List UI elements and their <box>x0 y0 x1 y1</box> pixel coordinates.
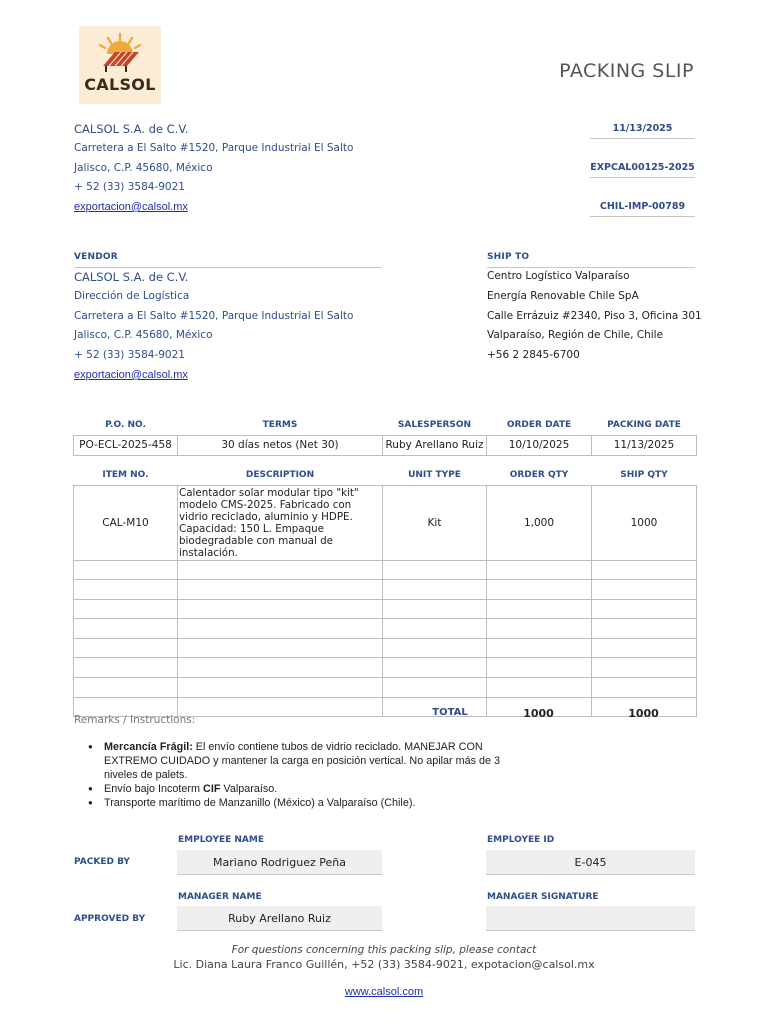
order-qty-header: ORDER QTY <box>509 469 569 480</box>
packing-date-header: PACKING DATE <box>607 419 681 430</box>
empty-row <box>74 638 697 658</box>
company-logo <box>79 26 161 104</box>
vendor-department: Dirección de Logística <box>74 290 190 302</box>
table-row <box>74 485 697 560</box>
item-no-cell: CAL-M10 <box>74 485 178 560</box>
order-date-header: ORDER DATE <box>506 419 572 430</box>
slip-number: EXPCAL00125-2025 <box>590 162 695 178</box>
ship-to-divider <box>487 267 695 268</box>
ship-to-line5: +56 2 2845-6700 <box>487 349 580 361</box>
footer-contact: Lic. Diana Laura Franco Guillén, +52 (33) 3584-9021, expotacion@calsol.mx <box>173 958 595 971</box>
terms-cell: 30 días netos (Net 30) <box>178 435 383 455</box>
remarks-list <box>88 740 508 810</box>
unit-type-cell: Kit <box>383 485 487 560</box>
ship-to-line2: Energía Renovable Chile SpA <box>487 290 639 302</box>
remark-fragile-text: El envío contiene tubos de vidrio reciclado. MANEJAR CON EXTREMO CUIDADO y mantener la carga en posición vertical. No apilar más de 3 niveles de palets. <box>104 741 501 781</box>
vendor-email-link[interactable]: exportacion@calsol.mx <box>74 369 188 381</box>
remarks-label: Remarks / Instructions: <box>74 714 196 726</box>
po-number-cell: PO-ECL-2025-458 <box>74 435 178 455</box>
employee-name-label: EMPLOYEE NAME <box>178 835 264 845</box>
remark-transport: ● Transporte marítimo de Manzanillo (México) a Valparaíso (Chile). <box>88 796 508 810</box>
ship-to-label: SHIP TO <box>487 252 530 262</box>
vendor-divider <box>74 267 382 268</box>
company-address-line1: Carretera a El Salto #1520, Parque Industrial El Salto <box>74 142 354 154</box>
packed-by-label: PACKED BY <box>74 857 130 867</box>
description-header: DESCRIPTION <box>245 469 315 480</box>
order-info-header-row <box>74 415 697 435</box>
ship-qty-cell: 1000 <box>592 485 697 560</box>
ship-qty-header: SHIP QTY <box>620 469 668 480</box>
manager-signature-field <box>486 906 695 931</box>
footer-note: For questions concerning this packing slip, please contact <box>231 944 537 956</box>
vendor-label: VENDOR <box>74 252 118 262</box>
total-ship-qty: 1000 <box>628 707 659 720</box>
remark-incoterm-prefix: Envío bajo Incoterm <box>104 783 204 795</box>
items-header-row <box>74 465 697 485</box>
manager-name-label: MANAGER NAME <box>178 892 262 902</box>
unit-type-header: UNIT TYPE <box>408 469 461 480</box>
slip-date: 11/13/2025 <box>590 123 695 139</box>
employee-id-label: EMPLOYEE ID <box>487 835 555 845</box>
empty-row <box>74 658 697 678</box>
order-qty-cell: 1,000 <box>487 485 592 560</box>
order-info-row <box>74 435 697 455</box>
remark-incoterm-code: CIF <box>203 783 221 795</box>
remark-incoterm-suffix: Valparaíso. <box>220 783 278 795</box>
empty-row <box>74 599 697 619</box>
empty-row <box>74 580 697 600</box>
vendor-name: CALSOL S.A. de C.V. <box>74 270 189 284</box>
company-address-line2: Jalisco, C.P. 45680, México <box>74 162 213 174</box>
order-info-table <box>73 415 697 456</box>
ship-to-line1: Centro Logístico Valparaíso <box>487 270 630 282</box>
terms-header: TERMS <box>262 419 298 430</box>
vendor-address-line1: Carretera a El Salto #1520, Parque Industrial El Salto <box>74 310 354 322</box>
empty-row <box>74 560 697 580</box>
remark-fragile-title: Mercancía Frágil: <box>104 741 193 753</box>
website-link[interactable]: www.calsol.com <box>344 986 424 998</box>
remark-incoterm <box>88 782 508 796</box>
logo-text: CALSOL <box>84 75 156 94</box>
ship-to-line3: Calle Errázuiz #2340, Piso 3, Oficina 301 <box>487 310 702 322</box>
vendor-phone: + 52 (33) 3584-9021 <box>74 349 185 361</box>
total-order-qty: 1000 <box>523 707 554 720</box>
packing-date-cell: 11/13/2025 <box>592 435 697 455</box>
items-table <box>73 465 697 717</box>
empty-row <box>74 678 697 698</box>
description-cell: Calentador solar modular tipo "kit" modelo CMS-2025. Fabricado con vidrio reciclado, aluminio y HDPE. Capacidad: 150 L. Empaque biodegradable con manual de instalación. <box>178 485 383 560</box>
salesperson-cell: Ruby Arellano Ruiz <box>383 435 487 455</box>
salesperson-header: SALESPERSON <box>397 419 472 430</box>
footer-website-wrapper <box>0 980 768 999</box>
empty-row <box>74 619 697 639</box>
solar-heater-icon <box>93 32 147 76</box>
slip-reference: CHIL-IMP-00789 <box>590 201 695 217</box>
ship-to-line4: Valparaíso, Región de Chile, Chile <box>487 329 664 341</box>
item-no-header: ITEM NO. <box>102 469 149 480</box>
company-email-link[interactable]: exportacion@calsol.mx <box>74 201 188 213</box>
manager-signature-label: MANAGER SIGNATURE <box>487 892 599 902</box>
employee-id-field: E-045 <box>486 850 695 875</box>
company-phone: + 52 (33) 3584-9021 <box>74 181 185 193</box>
po-number-header: P.O. NO. <box>105 419 146 430</box>
employee-name-field: Mariano Rodriguez Peña <box>177 850 382 875</box>
total-label: TOTAL <box>432 707 468 718</box>
company-name: CALSOL S.A. de C.V. <box>74 122 189 136</box>
vendor-address-line2: Jalisco, C.P. 45680, México <box>74 329 213 341</box>
page-title: PACKING SLIP <box>559 60 694 82</box>
order-date-cell: 10/10/2025 <box>487 435 592 455</box>
manager-name-field: Ruby Arellano Ruiz <box>177 906 382 931</box>
approved-by-label: APPROVED BY <box>74 914 146 924</box>
remark-fragile <box>88 740 508 782</box>
